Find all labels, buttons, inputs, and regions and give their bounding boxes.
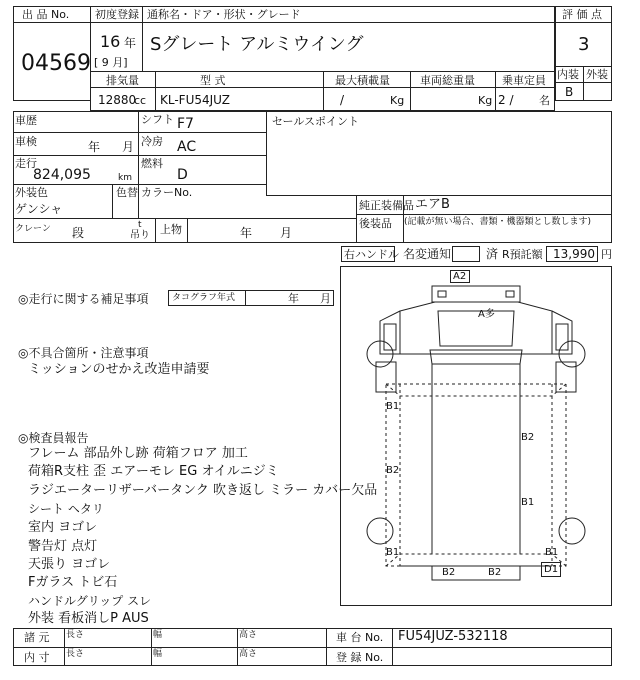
specs-width-label: 幅 [153,630,163,640]
fuel-label: 燃料 [141,157,163,170]
report-line-9: ハンドルグリップ スレ [28,594,152,608]
inner-height-label: 高さ [239,649,258,659]
model-label: 型 式 [200,74,226,87]
model-code: KL-FU54JUZ [160,93,230,107]
ac-label: 冷房 [141,135,163,148]
color-code-label: カラーNo. [141,186,193,199]
mark-b1-rear-right: B1 [545,547,559,558]
steering-value: 右ハンドル [344,248,399,261]
mileage-unit: km [118,173,132,183]
report-line-7: 天張り ヨゴレ [28,557,111,572]
topmount-month: 月 [280,226,293,240]
mark-a-many: A多 [478,309,495,320]
mark-b2-left: B2 [386,465,400,476]
crane-label: クレーン [15,224,51,234]
sales-point-label: セールスポイント [272,115,360,128]
cargo-box [386,384,566,566]
interior-score: B [565,85,574,99]
name-label: 通称名・ドア・形状・グレード [147,8,301,21]
topmount-label: 上物 [160,223,182,236]
score-label: 評 価 点 [562,8,602,21]
inspector-label: ◎検査員報告 [18,431,89,445]
max-load-value: / [340,93,345,107]
inspection-month: 月 [122,140,135,154]
crane-stage: 段 [72,226,85,240]
mark-b1-rear-left: B1 [386,547,400,558]
displacement-unit: cc [134,94,147,107]
wheel-rear-right [559,518,585,544]
truck-diagram [340,266,612,606]
mark-b2-rear-1: B2 [442,567,456,578]
tacho-month: 月 [320,292,331,305]
color-change-label: 色替 [116,186,138,199]
mark-d1: D1 [544,564,559,575]
inner-length-label: 長さ [66,649,85,659]
recycle-deposit-label: R預託額 [502,248,543,261]
name-change-box [452,246,480,262]
wheel-rear-left [367,518,393,544]
mileage-value: 824,095 [33,167,91,183]
report-line-5: 室内 ヨゴレ [28,520,98,535]
displacement-value: 12880 [98,93,137,107]
specs-length-label: 長さ [66,630,85,640]
ac-value: AC [177,139,197,155]
score-value: 3 [578,34,590,55]
fuel-value: D [177,167,188,183]
max-load-unit: Kg [390,94,405,107]
topmount-year: 年 [240,226,253,240]
model-name: Sグレート アルミウイング [150,34,364,55]
capacity-unit: 名 [539,94,550,107]
equipment-value: エアB [415,197,450,212]
displacement-label: 排気量 [106,74,139,87]
mark-a2: A2 [453,271,467,282]
defect-label: ◎不具合箇所・注意事項 [18,346,149,360]
name-change-label: 名変通知 [403,247,452,261]
crane-hang: 吊り [130,230,150,241]
reg-no-label: 登 録 No. [336,651,384,664]
chassis-no: FU54JUZ-532118 [398,629,508,644]
lot-label: 出 品 No. [22,8,70,21]
windshield [438,311,514,346]
inspection-year: 年 [88,140,101,154]
report-line-2: 荷箱R支柱 歪 エアーモレ EG オイルニジミ [28,464,279,479]
defect-text: ミッションのせかえ改造申請要 [28,362,210,377]
gross-weight-label: 車両総重量 [420,74,475,87]
mileage-label: 走行 [15,157,37,170]
report-line-4: シート ヘタリ [28,502,104,516]
exterior-label: 外装 [586,68,608,81]
report-line-8: Fガラス トビ石 [28,575,118,590]
color-label: 外装色 [15,186,48,199]
color-value: ゲンシャ [15,202,63,216]
mark-b2-rear-2: B2 [488,567,502,578]
tacho-label: タコグラフ年式 [172,293,236,303]
report-line-6: 警告灯 点灯 [28,539,98,554]
reg-label: 初度登録 [95,8,139,21]
history-label: 車歴 [15,114,37,127]
specs-label: 諸 元 [24,631,50,644]
chassis-label: 車 台 No. [336,631,384,644]
recycle-amount: 13,990 [553,247,595,261]
lot-number: 04569 [21,51,91,76]
shift-value: F7 [177,116,194,132]
inner-width-label: 幅 [153,649,163,659]
aftermarket-label: 後装品 [359,217,392,230]
report-line-1: フレーム 部品外し跡 荷箱フロア 加工 [28,446,248,461]
reg-year-unit: 年 [124,36,137,50]
capacity-label: 乗車定員 [502,74,546,87]
mark-b2-right: B2 [521,432,535,443]
max-load-label: 最大積載量 [335,74,390,87]
shift-label: シフト [141,113,174,126]
capacity-value: 2 / [498,93,514,107]
recycle-unit: 円 [601,248,612,261]
cab-roof [432,286,520,302]
mark-b1-left: B1 [386,401,400,412]
equipment-label: 純正装備品 [359,199,414,212]
inner-label: 内 寸 [24,651,50,664]
tacho-year: 年 [288,292,299,305]
reg-year: 16 [100,32,121,51]
aftermarket-note: (記載が無い場合、書類・機器類とし数します) [404,217,592,227]
reg-month: [ 9 月] [94,56,128,69]
inspection-label: 車検 [15,135,37,148]
report-line-3: ラジエーターリザーバータンク 吹き返し ミラー カバー欠品 [28,483,378,498]
report-line-10: 外装 看板消しP AUS [28,611,149,626]
crane-t: t [138,220,142,230]
gross-weight-unit: Kg [478,94,493,107]
mark-b1-right: B1 [521,497,535,508]
interior-label: 内装 [557,68,579,81]
specs-height-label: 高さ [239,630,258,640]
driving-notes-label: ◎走行に関する補足事項 [18,292,149,306]
recycle-label: 済 [486,247,499,261]
